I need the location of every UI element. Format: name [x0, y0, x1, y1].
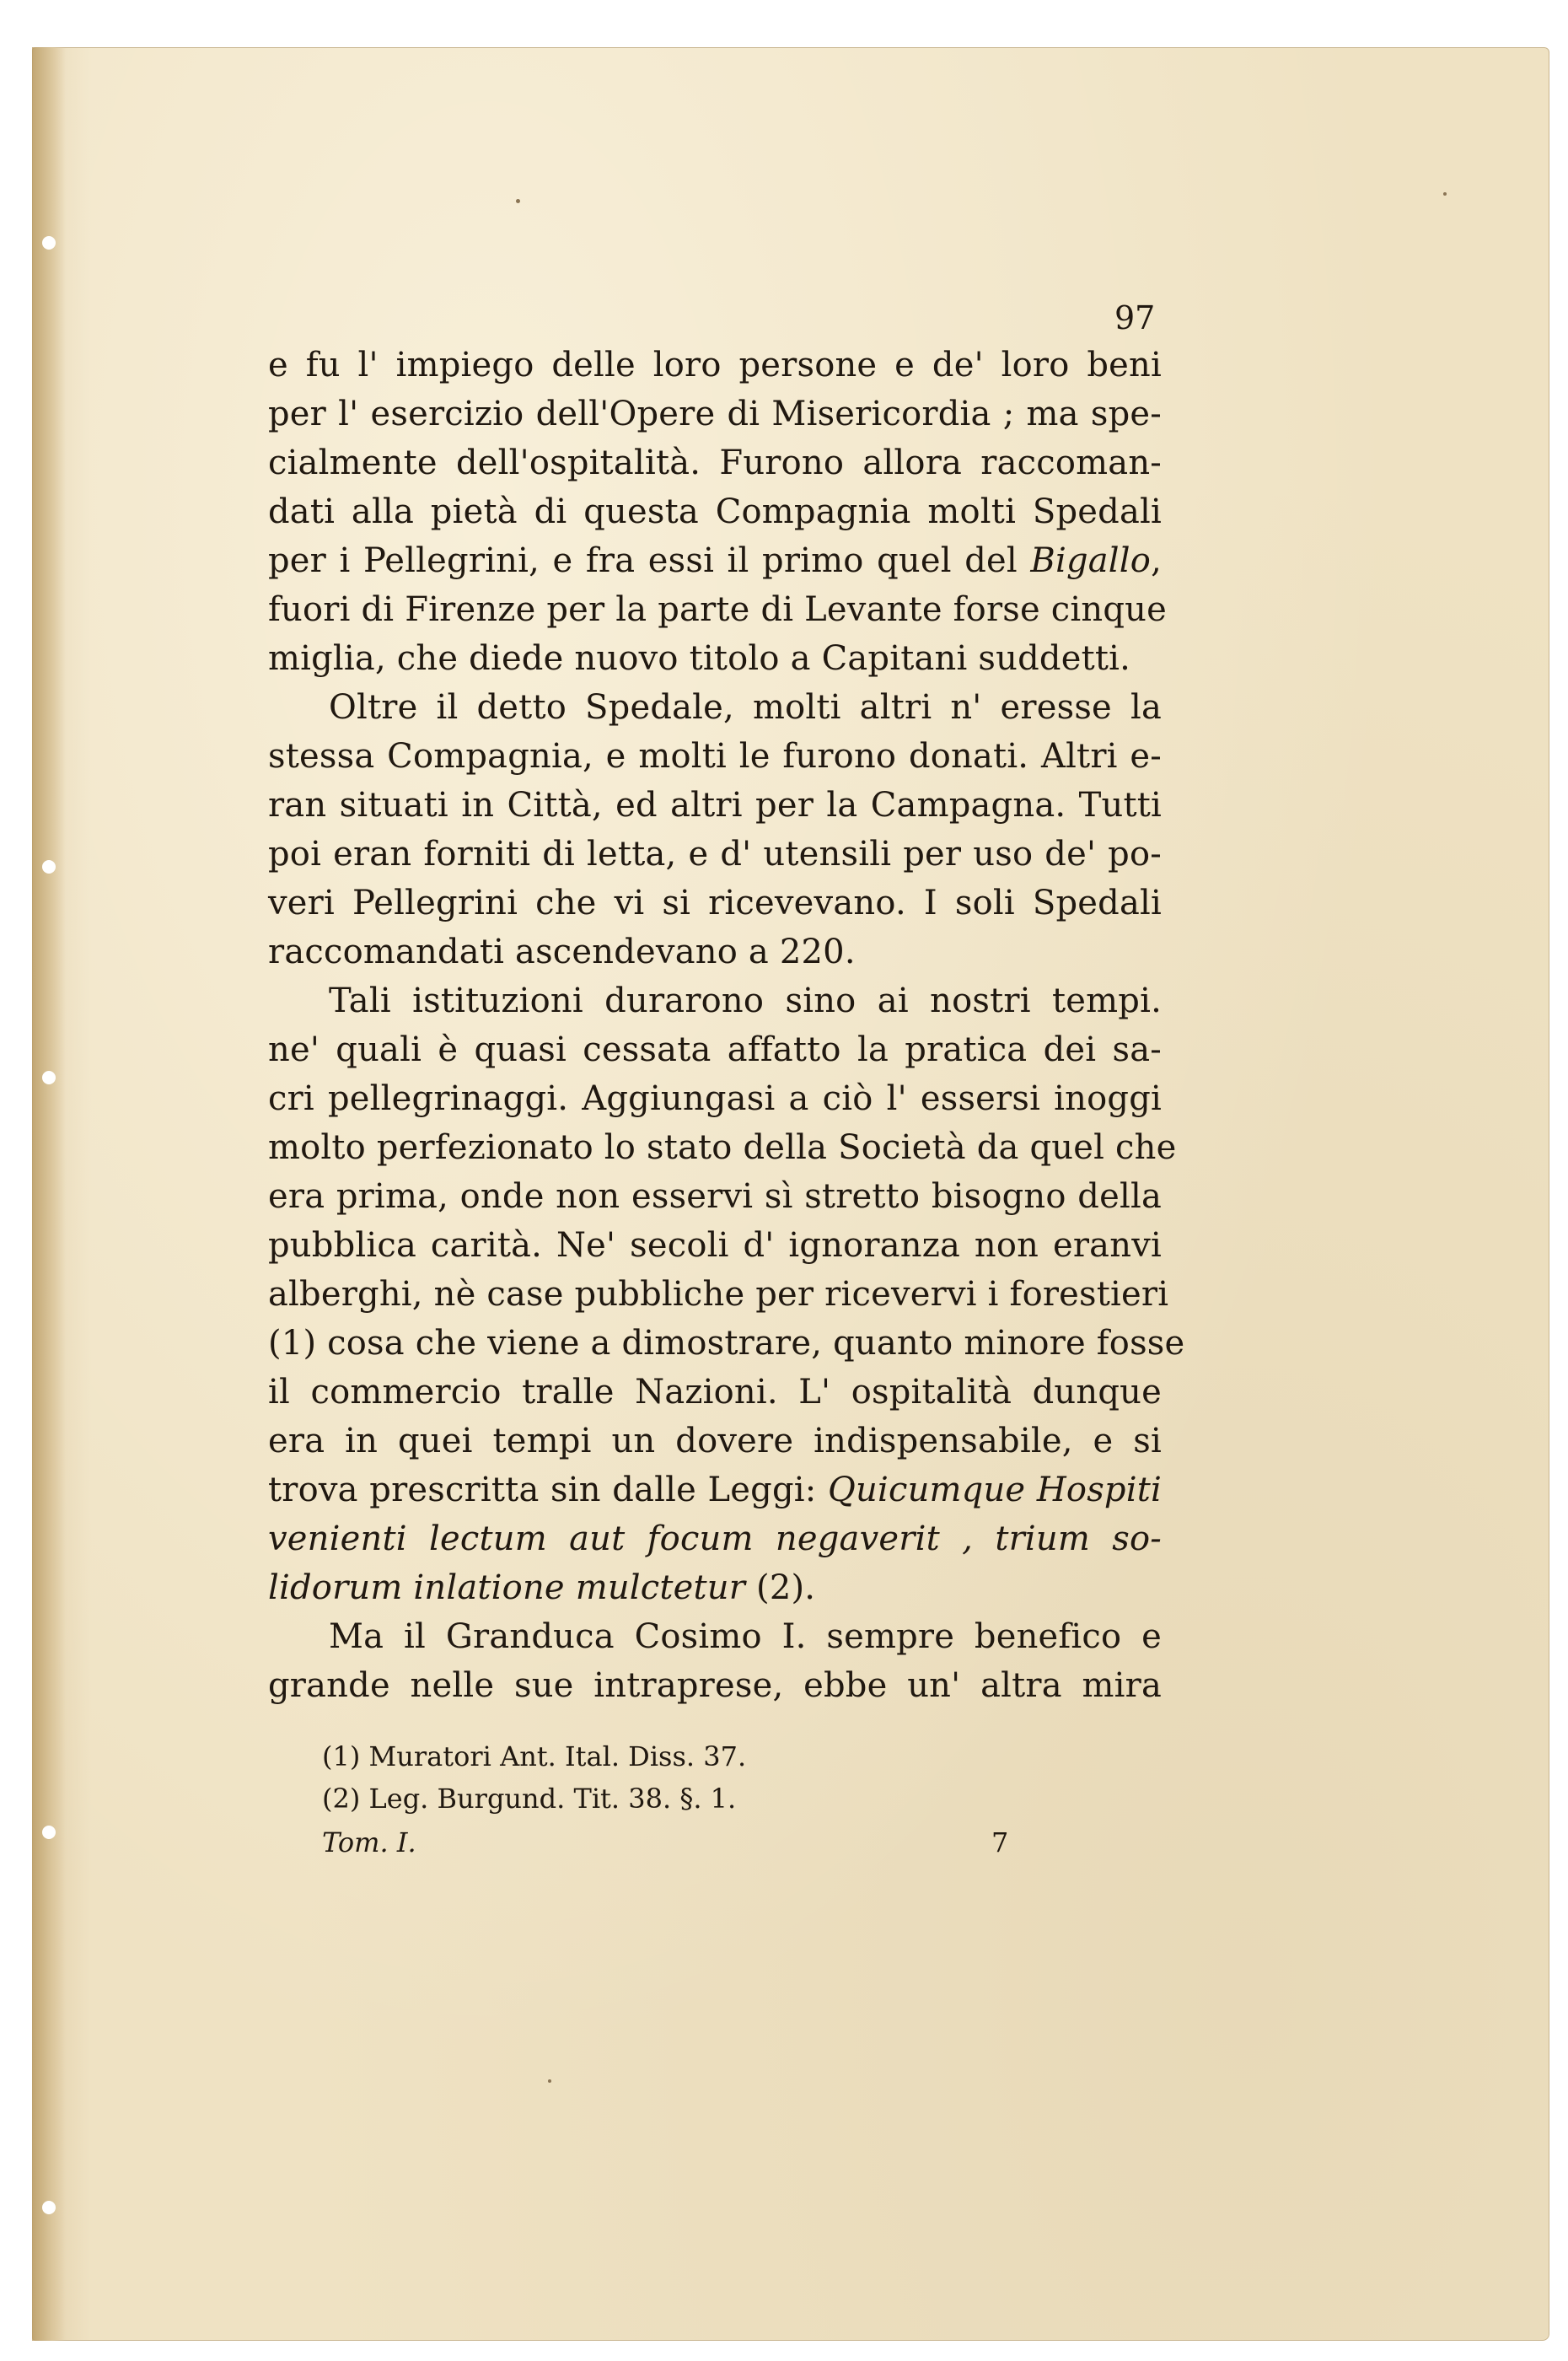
text-line: ne' quali è quasi cessata affatto la pratica dei sa-	[268, 1030, 1162, 1069]
text-line	[268, 1466, 1162, 1514]
text-line: raccomandati ascendevano a 220.	[268, 933, 856, 971]
text-line: veri Pellegrini che vi si ricevevano. I soli Spedali	[268, 884, 1162, 922]
body-text	[268, 341, 1185, 1710]
text-line: Ma il Granduca Cosimo I. sempre benefico e	[329, 1617, 1162, 1656]
text-line: pubblica carità. Ne' secoli d' ignoranza non eranvi	[268, 1226, 1162, 1265]
text-line: poi eran forniti di letta, e d' utensili per uso de' po-	[268, 835, 1162, 874]
text-line: era in quei tempi un dovere indispensabile, e si	[268, 1422, 1162, 1460]
footnote: (2) Leg. Burgund. Tit. 38. §. 1.	[322, 1783, 737, 1815]
text-line: dati alla pietà di questa Compagnia molti Spedali	[268, 492, 1162, 531]
paper-speck	[516, 199, 520, 203]
text-line	[268, 1563, 1162, 1612]
italic-quote: Quicumque Hospiti	[828, 1471, 1163, 1509]
text-line: cialmente dell'ospitalità. Furono allora raccoman-	[268, 444, 1162, 482]
binding-hole	[42, 860, 56, 874]
text-line: stessa Compagnia, e molti le furono donati. Altri e-	[268, 737, 1162, 776]
italic-quote: lidorum inlatione mulctetur	[268, 1568, 746, 1607]
text-line: alberghi, nè case pubbliche per ricevervi i forestieri	[268, 1275, 1169, 1314]
paper-speck	[1443, 192, 1447, 196]
text-segment: per i Pellegrini, e fra essi il primo quel del	[268, 541, 1031, 580]
text-line: e fu l' impiego delle loro persone e de' loro beni	[268, 346, 1162, 385]
italic-quote: venienti lectum aut focum negaverit , trium so-	[268, 1519, 1162, 1558]
footnotes	[322, 1735, 1081, 1820]
text-segment: trova prescritta sin dalle Leggi:	[268, 1471, 829, 1509]
binding-hole	[42, 1071, 56, 1084]
text-line: fuori di Firenze per la parte di Levante forse cinque	[268, 590, 1167, 629]
text-line	[268, 1514, 1162, 1563]
text-line: per l' esercizio dell'Opere di Misericordia ; ma spe-	[268, 395, 1162, 433]
text-line: Oltre il detto Spedale, molti altri n' eresse la	[329, 688, 1162, 727]
volume-signature: Tom. I.	[322, 1826, 416, 1858]
italic-name: Bigallo	[1030, 541, 1152, 580]
gathering-mark: 7	[991, 1826, 1009, 1858]
page-number: 97	[1114, 299, 1156, 336]
page-spine-edge	[32, 47, 66, 2341]
text-line: (1) cosa che viene a dimostrare, quanto minore fosse	[268, 1324, 1185, 1363]
text-line: era prima, onde non esservi sì stretto bisogno della	[268, 1177, 1162, 1216]
text-line: molto perfezionato lo stato della Società da quel che	[268, 1128, 1177, 1167]
text-line	[268, 536, 1162, 585]
text-line: miglia, che diede nuovo titolo a Capitani suddetti.	[268, 639, 1131, 678]
binding-hole	[42, 2201, 56, 2214]
text-line: grande nelle sue intraprese, ebbe un' altra mira	[268, 1666, 1162, 1705]
text-segment: (2).	[745, 1568, 816, 1607]
paper-speck	[548, 2079, 551, 2083]
text-segment: ,	[1151, 541, 1162, 580]
text-line: ran situati in Città, ed altri per la Campagna. Tutti	[268, 786, 1162, 825]
footnote: (1) Muratori Ant. Ital. Diss. 37.	[322, 1740, 747, 1772]
binding-hole	[42, 236, 56, 250]
text-line: cri pellegrinaggi. Aggiungasi a ciò l' essersi inoggi	[268, 1079, 1162, 1118]
text-line: Tali istituzioni durarono sino ai nostri tempi.	[329, 982, 1162, 1020]
text-line: il commercio tralle Nazioni. L' ospitalità dunque	[268, 1373, 1162, 1412]
binding-hole	[42, 1826, 56, 1839]
